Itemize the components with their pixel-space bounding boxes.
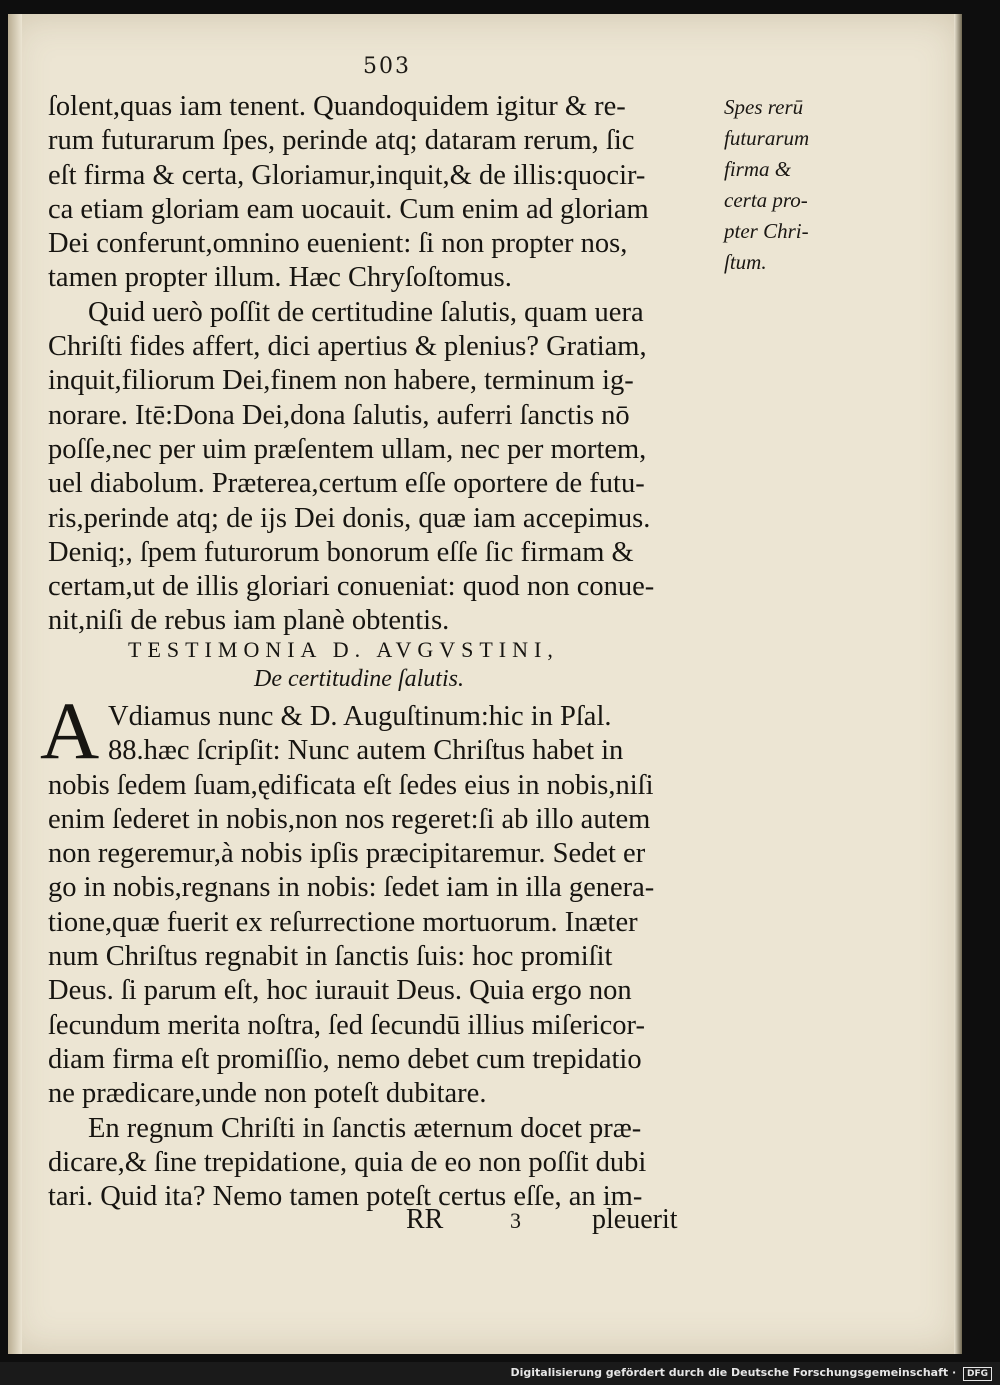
text-line: ſolent,quas iam tenent. Quandoquidem igitur & re- [48,91,626,122]
text-line: ſecundum merita noſtra, ſed ſecundū illius miſericor- [48,1009,645,1041]
margin-note-line: futurarum [724,126,810,150]
body-text [48,90,720,639]
page-number: 503 [363,54,411,79]
text-line: diam firma eſt promiſſio, nemo debet cum trepidatio [48,1043,642,1075]
signature-number: 3 [510,1208,521,1233]
text-line: Dei conferunt,omnino euenient: ſi non propter nos, [48,228,628,260]
text-line: non regeremur,à nobis ipſis præcipitaremur. Sedet er [48,838,646,870]
section-text [48,700,720,1214]
text-line: enim ſederet in nobis,non nos regeret:ſi ab illo autem [48,803,651,835]
page-edge [954,14,962,1354]
text-line: poſſe,nec per uim præſentem ullam, nec per mortem, [48,433,647,465]
text-line: rum futurarum ſpes, perinde atq; dataram rerum, ſic [48,125,635,157]
text-line: inquit,filiorum Dei,finem non habere, terminum ig- [48,365,634,397]
text-line: tari. Quid ita? Nemo tamen poteſt certus eſſe, an im- [48,1181,643,1213]
digitization-credit [510,1366,992,1381]
drop-capital: A [40,685,100,776]
text-line: En regnum Chriſti in ſanctis æternum docet præ- [88,1112,642,1144]
text-line: dicare,& ſine trepidatione, quia de eo non poſſit dubi [48,1146,647,1178]
text-line: go in nobis,regnans in nobis: ſedet iam in illa genera- [48,872,655,904]
text-line: Deus. ſi parum eſt, hoc iurauit Deus. Quia ergo non [48,975,632,1007]
text-line: ne prædicare,unde non poteſt dubitare. [48,1078,487,1110]
text-line: norare. Itē:Dona Dei,dona ſalutis, auferri ſanctis nō [48,399,630,431]
text-line: nit,niſi de rebus iam planè obtentis. [48,605,450,637]
text-line: certam,ut de illis gloriari conueniat: quod non conue- [48,571,655,603]
page-footer [48,1204,720,1238]
dfg-logo-icon: DFG [963,1367,992,1381]
catchword: pleuerit [592,1204,678,1235]
text-line: Deniq;, ſpem futurorum bonorum eſſe ſic firmam & [48,536,634,568]
text-line: ris,perinde atq; de ijs Dei donis, quæ iam accepimus. [48,502,651,534]
page-gutter [8,14,22,1354]
text-line: num Chriſtus regnabit in ſanctis ſuis: hoc promiſit [48,941,613,973]
text-line: uel diabolum. Præterea,certum eſſe oportere de futu- [48,468,645,500]
margin-note-line: certa pro- [724,188,808,212]
text-line: Vdiamus nunc & D. Auguſtinum:hic in Pſal. [108,701,612,732]
margin-note-line: Spes rerū [724,95,804,119]
margin-note-line: firma & [724,157,792,181]
section-title: TESTIMONIA D. AVGVSTINI, [128,637,559,662]
text-line: Quid uerò poſſit de certitudine ſalutis, quam uera [88,296,644,328]
text-line: nobis ſedem ſuam,ędificata eſt ſedes eius in nobis,niſi [48,769,654,801]
signature-mark: RR [406,1204,444,1235]
margin-note-line: ſtum. [724,250,767,274]
margin-note-line: pter Chri- [724,219,809,243]
book-page [8,14,962,1354]
credit-text: Digitalisierung gefördert durch die Deutsche Forschungsgemeinschaft · [510,1366,957,1379]
text-line: tamen propter illum. Hæc Chryſoſtomus. [48,262,512,294]
text-line: 88.hæc ſcripſit: Nunc autem Chriſtus habet in [108,735,624,767]
text-line: eſt firma & certa, Gloriamur,inquit,& de illis:quocir- [48,159,646,191]
text-line: Chriſti fides affert, dici apertius & plenius? Gratiam, [48,331,647,363]
text-line: tione,quæ fuerit ex reſurrectione mortuorum. Inæter [48,906,638,938]
section-subtitle: De certitudine ſalutis. [254,666,464,692]
text-line: ca etiam gloriam eam uocauit. Cum enim ad gloriam [48,193,649,225]
margin-note [724,92,834,278]
